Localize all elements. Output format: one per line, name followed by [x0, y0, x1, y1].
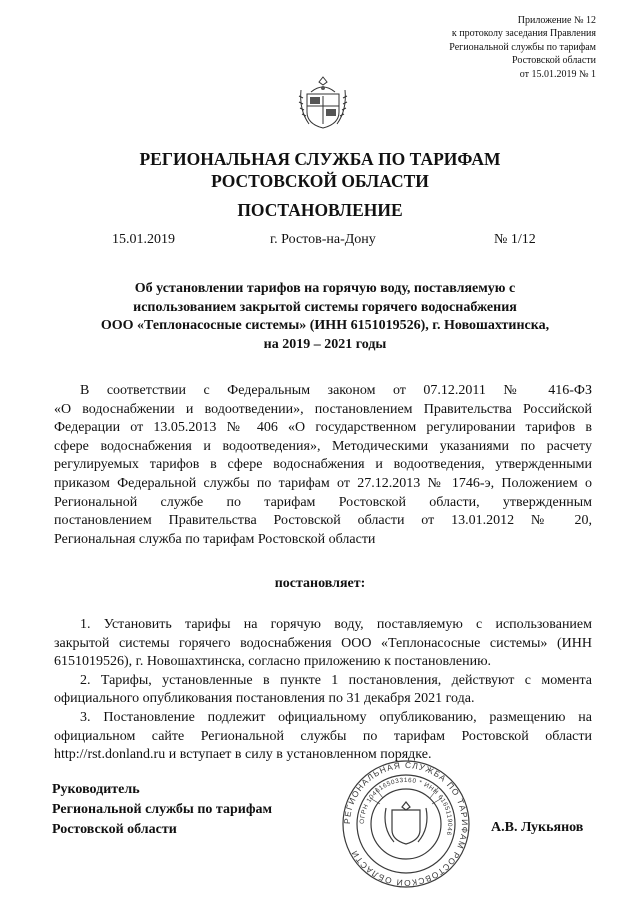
annex-line: Приложение № 12: [517, 15, 596, 26]
coat-of-arms-icon: [297, 74, 349, 132]
official-seal-icon: [340, 758, 472, 890]
item-line: http://rst.donland.ru и вступает в силу в установленном порядке.: [54, 747, 432, 763]
preamble-line: сфере водоснабжения и водоотведения», Методическими указаниями по расчету: [54, 438, 592, 454]
seal-outer-text: РЕГИОНАЛЬНАЯ СЛУЖБА ПО ТАРИФАМ РОСТОВСКОЙ ОБЛАСТИ: [341, 759, 471, 889]
svg-text:ОГРН 1046165033160 * ИНН 61651: [359, 777, 453, 836]
document-date: 15.01.2019: [112, 232, 175, 247]
signer-title-line3: Ростовской области: [52, 822, 177, 837]
document-place: г. Ростов-на-Дону: [270, 232, 376, 247]
signer-title-line2: Региональной службы по тарифам: [52, 802, 273, 817]
item-line: 3. Постановление подлежит официальному опубликованию, размещению на: [80, 709, 592, 725]
preamble-line: В соответствии с Федеральным законом от 07.12.2011 № 416-ФЗ: [80, 383, 592, 398]
subject-line: Об установлении тарифов на горячую воду, поставляемую с: [134, 281, 516, 296]
item-line: 2. Тарифы, установленные в пункте 1 постановления, действуют с момента: [80, 672, 592, 688]
item-line: официальном сайте Региональной службы по тарифам Ростовской области: [54, 728, 592, 744]
signer-title-line1: Руководитель: [52, 782, 140, 797]
subject-line: ООО «Теплонасосные системы» (ИНН 6151019526), г. Новошахтинска,: [100, 318, 550, 333]
agency-name-line1: РЕГИОНАЛЬНАЯ СЛУЖБА ПО ТАРИФАМ: [139, 149, 501, 169]
annex-line: к протоколу заседания Правления: [451, 28, 596, 40]
preamble-line: Региональная служба по тарифам Ростовской области: [54, 531, 376, 547]
preamble-line: регулируемых тарифов в сфере водоснабжения и водоотведения, утвержденными: [54, 457, 592, 473]
subject-line: использованием закрытой системы горячего водоснабжения: [133, 299, 517, 315]
item-line: закрытой системы горячего водоснабжения ООО «Теплонасосные системы» (ИНН: [54, 635, 592, 651]
annex-line: от 15.01.2019 № 1: [519, 68, 596, 80]
resolves-heading: постановляет:: [274, 576, 366, 591]
preamble-paragraph: [54, 382, 592, 549]
preamble-line: Федерации от 13.05.2013 № 406 «О государственном регулировании тарифов в: [54, 420, 592, 436]
preamble-line: Региональной службе по тарифам Ростовской области, утвержденным: [54, 494, 592, 510]
signature-block: [52, 780, 272, 840]
resolution-items: [54, 616, 592, 765]
document-subject: [70, 280, 580, 354]
annex-block: [449, 14, 596, 81]
preamble-line: приказом Федеральной службы по тарифам от 27.12.2013 № 1746-э, Положением о: [54, 475, 592, 491]
item-line: 6151019526), г. Новошахтинска, согласно приложению к постановлению.: [54, 654, 492, 670]
seal-inner-text: ОГРН 1046165033160 * ИНН 6165119046: [358, 776, 454, 837]
item-line: официального опубликования постановления по 31 декабря 2021 года.: [54, 691, 475, 707]
resolution-item-3: [54, 709, 592, 765]
agency-name-line2: РОСТОВСКОЙ ОБЛАСТИ: [211, 171, 429, 191]
item-line: 1. Установить тарифы на горячую воду, поставляемую с использованием: [80, 617, 592, 632]
document-type: ПОСТАНОВЛЕНИЕ: [237, 200, 403, 220]
annex-line: Ростовской области: [512, 55, 596, 67]
document-number: № 1/12: [494, 232, 536, 247]
signer-name: А.В. Лукьянов: [491, 820, 584, 835]
resolution-item-1: [54, 616, 592, 672]
agency-name: [0, 148, 640, 192]
preamble-line: «О водоснабжении и водоотведении», постановлением Правительства Российской: [54, 401, 592, 417]
resolution-item-2: [54, 672, 592, 709]
preamble-line: постановлением Правительства Ростовской области от 13.01.2012 № 20,: [54, 513, 592, 529]
subject-line: на 2019 – 2021 годы: [263, 336, 387, 352]
annex-line: Региональной службы по тарифам: [449, 41, 596, 53]
